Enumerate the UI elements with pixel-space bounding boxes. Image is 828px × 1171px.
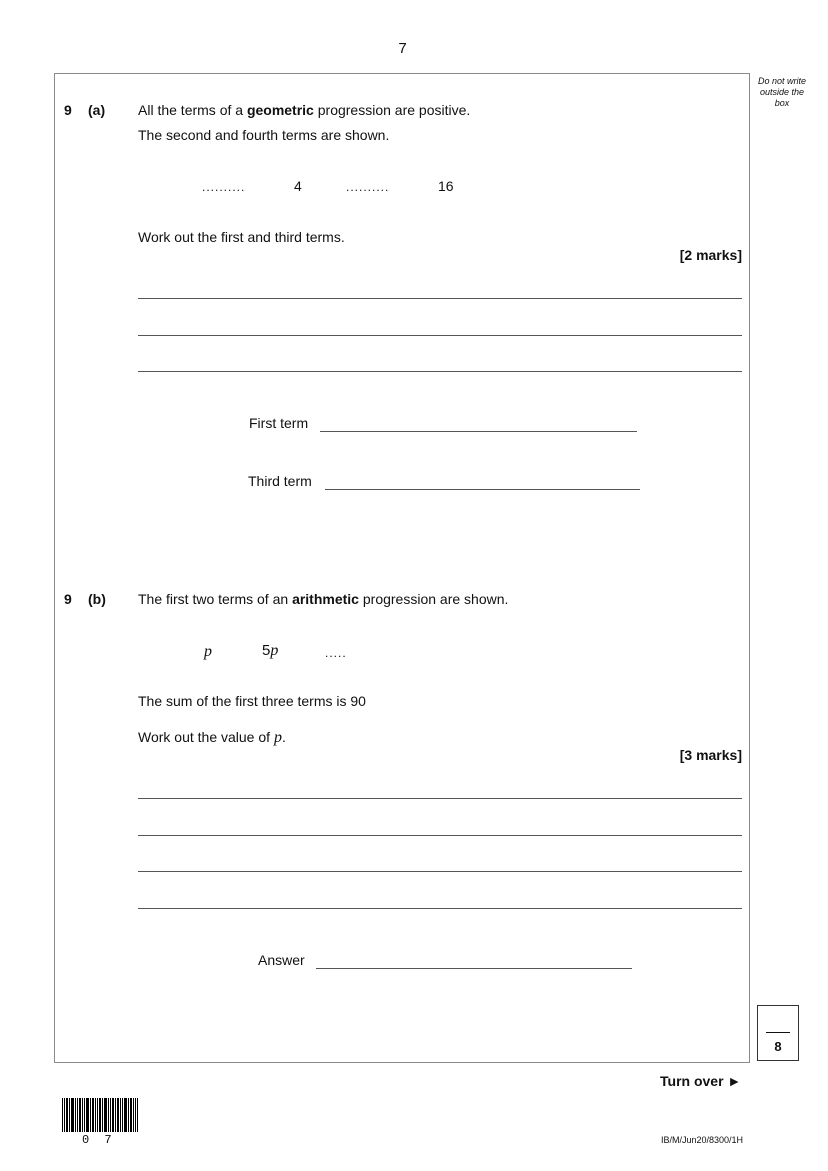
third-term-label: Third term [248,473,312,489]
intro-text: progression are positive. [313,102,471,118]
working-line[interactable] [138,335,742,336]
working-line[interactable] [138,871,742,872]
instruction-text: . [281,729,286,745]
answer-line[interactable] [316,968,632,969]
total-marks: 8 [774,1039,782,1054]
answer-frame [54,73,750,1063]
third-term-answer-line[interactable] [325,489,640,490]
question-number: 9 [64,591,72,607]
intro-keyword: geometric [246,102,314,118]
sequence-term-2 [262,642,278,660]
intro-text: All the terms of a [138,102,247,118]
margin-note-line: outside the [759,87,805,97]
question-instruction [138,729,286,747]
marks-label: [3 marks] [679,747,742,763]
question-intro [138,591,508,607]
sequence-term-1: p [204,643,212,660]
margin-note [752,76,812,109]
sequence-blank-1[interactable]: .......... [202,180,246,194]
barcode-digits: 0 7 [82,1133,116,1147]
sequence-term-2: 4 [294,178,302,194]
instruction-text: Work out the value of [138,729,274,745]
working-line[interactable] [138,835,742,836]
intro-text: The first two terms of an [138,591,293,607]
page-code: IB/M/Jun20/8300/1H [661,1135,744,1145]
question-instruction: Work out the first and third terms. [138,229,345,245]
working-line[interactable] [138,908,742,909]
total-marks-box [757,1005,799,1061]
question-line: The second and fourth terms are shown. [138,127,390,143]
first-term-label: First term [249,415,309,431]
first-term-answer-line[interactable] [320,431,637,432]
sum-statement: The sum of the first three terms is 90 [138,693,366,709]
question-part: (b) [88,591,106,607]
working-line[interactable] [138,298,742,299]
sequence-blank-3[interactable]: .......... [346,180,390,194]
question-number: 9 [64,102,72,118]
working-line[interactable] [138,371,742,372]
intro-keyword: arithmetic [292,591,359,607]
barcode-icon [62,1098,138,1132]
term-variable: p [270,642,279,659]
margin-note-line: box [774,98,790,108]
question-part: (a) [88,102,106,118]
instruction-variable: p [273,729,282,746]
marks-label: [2 marks] [679,247,742,263]
page-number: 7 [398,40,407,57]
total-divider [766,1032,790,1033]
answer-label: Answer [258,952,305,968]
turn-over-label: Turn over ► [660,1073,742,1089]
intro-text: progression are shown. [358,591,509,607]
sequence-term-4: 16 [438,178,454,194]
term-coefficient: 5 [262,642,271,659]
working-line[interactable] [138,798,742,799]
margin-note-line: Do not write [757,76,807,86]
question-intro [138,102,470,118]
sequence-blank-3[interactable]: ..... [325,646,347,660]
